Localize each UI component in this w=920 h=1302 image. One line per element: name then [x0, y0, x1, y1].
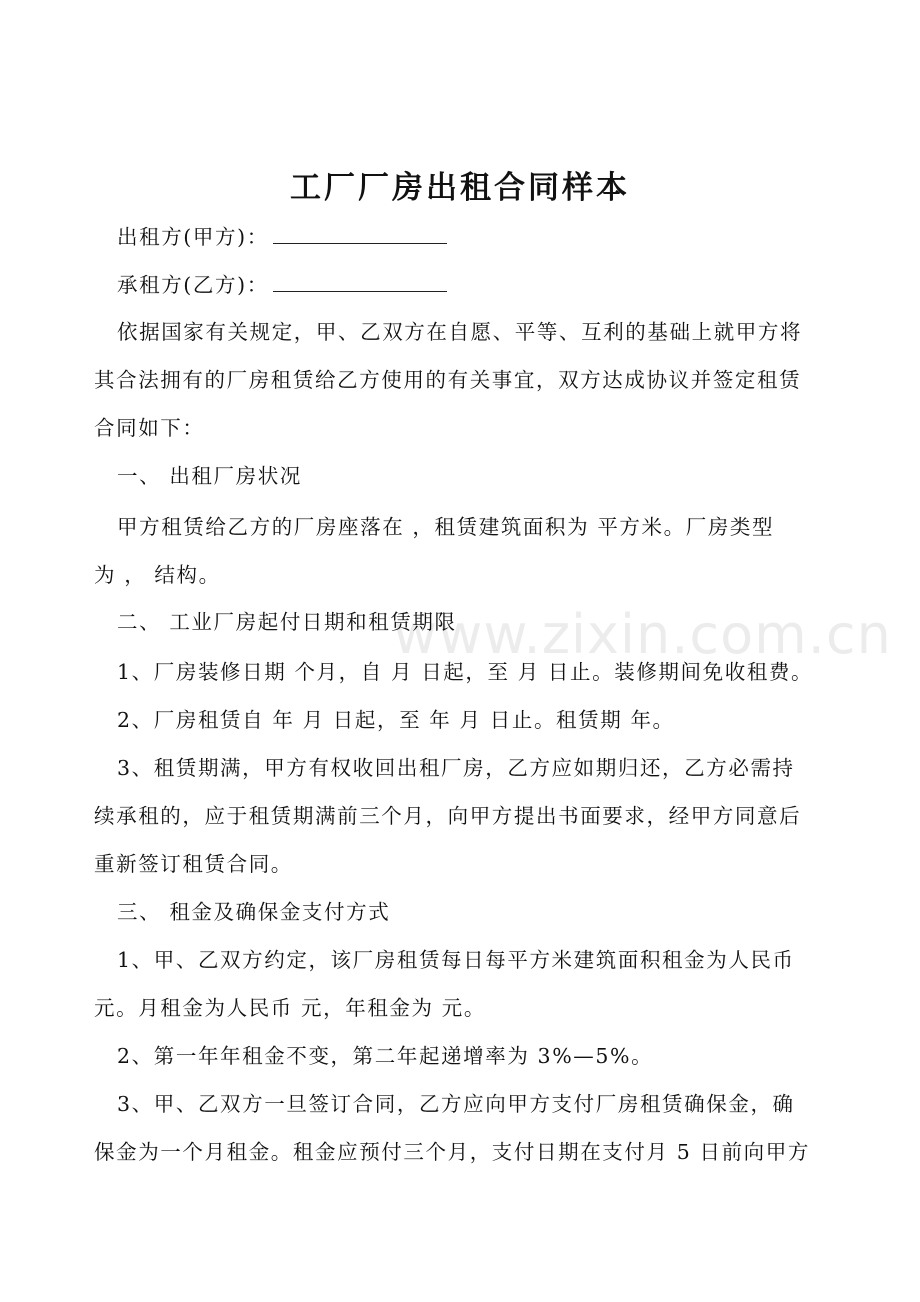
section-3-item-2: 2、第一年年租金不变，第二年起递增率为 3%—5%。 — [117, 1044, 654, 1068]
section-2-heading: 二、 工业厂房起付日期和租赁期限 — [117, 610, 457, 634]
section-3-item-3-line-2: 保金为一个月租金。租金应预付三个月，支付日期在支付月 5 日前向甲方 — [94, 1140, 810, 1164]
watermark: www.zixin.com.cn — [393, 603, 892, 666]
section-1-heading: 一、 出租厂房状况 — [117, 464, 302, 488]
section-3-heading: 三、 租金及确保金支付方式 — [117, 900, 391, 924]
intro-line-3: 合同如下： — [94, 416, 205, 440]
section-1-para-line-1: 甲方租赁给乙方的厂房座落在 ，租赁建筑面积为 平方米。厂房类型 — [117, 515, 775, 539]
lessor-line — [117, 222, 447, 252]
section-3-item-1-line-1: 1、甲、乙双方约定，该厂房租赁每日每平方米建筑面积租金为人民币 — [117, 948, 795, 972]
lessee-label: 承租方(乙方)： — [117, 273, 269, 297]
section-2-item-1: 1、厂房装修日期 个月，自 月 日起，至 月 日止。装修期间免收租费。 — [117, 660, 814, 684]
section-2-item-3-line-2: 续承租的，应于租赁期满前三个月，向甲方提出书面要求，经甲方同意后 — [94, 804, 802, 828]
section-2-item-3-line-3: 重新签订租赁合同。 — [94, 852, 293, 876]
document-title: 工厂厂房出租合同样本 — [290, 170, 630, 206]
lessor-label: 出租方(甲方)： — [117, 225, 269, 249]
section-3-item-3-line-1: 3、甲、乙双方一旦签订合同，乙方应向甲方支付厂房租赁确保金，确 — [117, 1092, 795, 1116]
section-2-item-2: 2、厂房租赁自 年 月 日起，至 年 月 日止。租赁期 年。 — [117, 708, 675, 732]
intro-line-1: 依据国家有关规定，甲、乙双方在自愿、平等、互利的基础上就甲方将 — [117, 320, 803, 344]
lessee-blank — [273, 275, 447, 292]
lessee-line — [117, 270, 447, 300]
section-1-para-line-2: 为 ， 结构。 — [94, 563, 221, 587]
lessor-blank — [273, 227, 447, 244]
section-2-item-3-line-1: 3、租赁期满，甲方有权收回出租厂房，乙方应如期归还，乙方必需持 — [117, 756, 795, 780]
section-3-item-1-line-2: 元。月租金为人民币 元，年租金为 元。 — [94, 996, 486, 1020]
intro-line-2: 其合法拥有的厂房租赁给乙方使用的有关事宜，双方达成协议并签定租赁 — [94, 368, 802, 392]
